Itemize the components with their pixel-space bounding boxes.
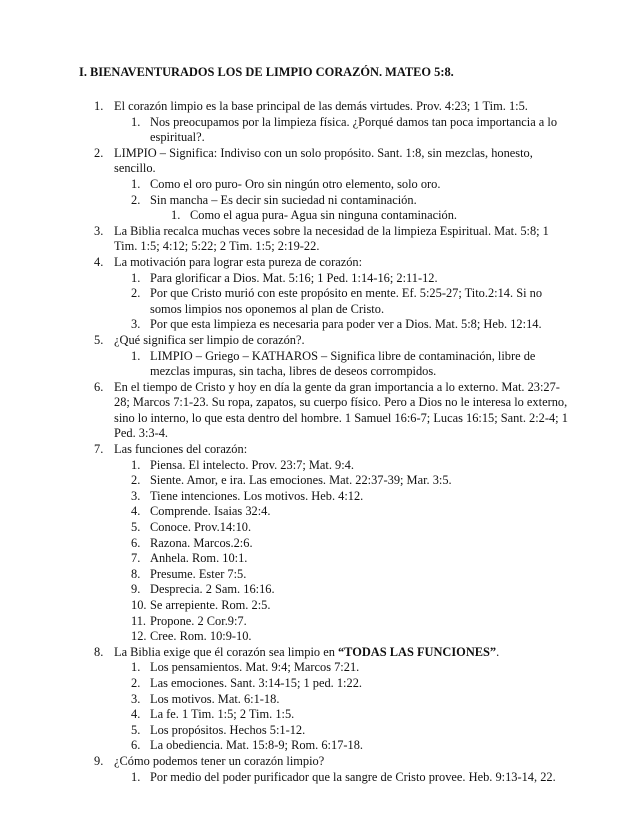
- sub-item: [0, 349, 638, 380]
- sub-item-number: 5.: [131, 722, 141, 737]
- item-text: En el tiempo de Cristo y hoy en día la gente da gran importancia a lo externo. Mat. 23:27-28; Marcos 7:1-23. Su ropa, zapatos, su cuerpo físico. Pero a Dios no le interesa lo externo, sino lo interno, lo que esta dentro del hombre. 1 Samuel 16:6-7; Lucas 16:15; Sant. 2:2-4; 1 Ped. 3:3-4.: [114, 379, 568, 441]
- sub-sub-item-text: Como el agua pura- Agua sin ninguna contaminación.: [190, 208, 458, 223]
- list-item: [0, 645, 638, 661]
- sub-item-number: 2.: [131, 192, 141, 207]
- sub-item-text: Por medio del poder purificador que la sangre de Cristo provee. Heb. 9:13-14, 22.: [150, 769, 556, 784]
- item-number: 8.: [94, 644, 104, 659]
- sub-item-text: Los motivos. Mat. 6:1-18.: [150, 691, 280, 706]
- sub-item-number: 2.: [131, 473, 141, 488]
- sub-sub-item: [0, 208, 638, 224]
- sub-item-number: 4.: [131, 504, 141, 519]
- sub-item-number: 12.: [131, 629, 147, 644]
- sub-item-number: 5.: [131, 520, 141, 535]
- sub-item-number: 1.: [131, 176, 141, 191]
- sub-item-number: 4.: [131, 707, 141, 722]
- list-item: [0, 442, 638, 458]
- sub-item-text: Por que Cristo murió con este propósito en mente. Ef. 5:25-27; Tito.2:14. Si no somos limpios nos oponemos al plan de Cristo.: [150, 286, 543, 316]
- sub-item-number: 3.: [131, 691, 141, 706]
- sub-item-number: 10.: [131, 598, 147, 612]
- list-item: [0, 255, 638, 271]
- sub-item-text: Sin mancha – Es decir sin suciedad ni contaminación.: [150, 192, 417, 207]
- item-number: 6.: [94, 379, 104, 394]
- sub-item-text: Anhela. Rom. 10:1.: [150, 551, 248, 566]
- sub-item-number: 2.: [131, 286, 141, 301]
- sub-item: [0, 520, 638, 536]
- item-text-end: .: [496, 644, 500, 659]
- sub-item-number: 9.: [131, 582, 141, 597]
- sub-item: [0, 692, 638, 708]
- sub-item-number: 1.: [131, 114, 141, 129]
- sub-item: [0, 286, 638, 317]
- sub-item-number: 1.: [131, 660, 141, 675]
- sub-item-text: Cree. Rom. 10:9-10.: [150, 629, 252, 644]
- sub-item: [0, 660, 638, 676]
- sub-item-number: 1.: [131, 457, 141, 472]
- sub-item: [0, 536, 638, 552]
- item-text: La Biblia recalca muchas veces sobre la necesidad de la limpieza Espiritual. Mat. 5:8; 1 Tim. 1:5; 4:12; 5:22; 2 Tim. 1:5; 2:19-22.: [114, 223, 549, 254]
- sub-item: [0, 317, 638, 333]
- document-title: I. BIENAVENTURADOS LOS DE LIMPIO CORAZÓN. MATEO 5:8.: [79, 65, 454, 79]
- item-number: 1.: [94, 99, 104, 113]
- outline-list: [0, 99, 638, 785]
- sub-item: [0, 723, 638, 739]
- sub-item-text: Desprecia. 2 Sam. 16:16.: [150, 582, 275, 597]
- sub-item: [0, 567, 638, 583]
- sub-item-text: Razona. Marcos.2:6.: [150, 535, 253, 550]
- sub-item-number: 2.: [131, 675, 141, 690]
- sub-item-text: Piensa. El intelecto. Prov. 23:7; Mat. 9:4.: [150, 457, 354, 472]
- sub-item-text: Los propósitos. Hechos 5:1-12.: [150, 722, 306, 737]
- sub-item: [0, 271, 638, 287]
- sub-item-number: 11.: [131, 613, 147, 628]
- list-item: [0, 224, 638, 255]
- sub-item-text: Nos preocupamos por la limpieza física. ¿Porqué damos tan poca importancia a lo espiritual?.: [150, 114, 558, 145]
- sub-item-number: 3.: [131, 488, 141, 503]
- item-number: 5.: [94, 332, 104, 347]
- sub-item: [0, 707, 638, 723]
- item-text: Las funciones del corazón:: [114, 442, 248, 457]
- item-number: 7.: [94, 442, 104, 457]
- sub-item-number: 7.: [131, 551, 141, 566]
- item-emphasis: “TODAS LAS FUNCIONES”: [337, 644, 497, 659]
- sub-item-text: Comprende. Isaias 32:4.: [150, 504, 271, 519]
- sub-item-text: La fe. 1 Tim. 1:5; 2 Tim. 1:5.: [150, 707, 295, 722]
- sub-item-number: 1.: [131, 769, 141, 784]
- sub-item: [0, 177, 638, 193]
- item-number: 4.: [94, 254, 104, 269]
- sub-item: [0, 193, 638, 209]
- sub-item: [0, 458, 638, 474]
- sub-item: [0, 489, 638, 505]
- sub-item-text: Conoce. Prov.14:10.: [150, 520, 252, 535]
- sub-item: [0, 504, 638, 520]
- item-number: 3.: [94, 223, 104, 238]
- sub-item: [0, 738, 638, 754]
- sub-item: [0, 582, 638, 598]
- list-item: [0, 99, 638, 115]
- sub-item-number: 3.: [131, 317, 141, 332]
- sub-item-text: Tiene intenciones. Los motivos. Heb. 4:12.: [150, 488, 364, 503]
- sub-item: [0, 629, 638, 645]
- item-number: 9.: [94, 753, 104, 768]
- sub-item-text: Se arrepiente. Rom. 2:5.: [150, 598, 271, 612]
- sub-item-number: 6.: [131, 738, 141, 753]
- item-text: ¿Qué significa ser limpio de corazón?.: [114, 332, 305, 347]
- sub-item-text: La obediencia. Mat. 15:8-9; Rom. 6:17-18.: [150, 738, 364, 753]
- sub-item-number: 6.: [131, 535, 141, 550]
- sub-item-number: 1.: [131, 348, 141, 363]
- list-item: [0, 380, 638, 442]
- sub-item: [0, 770, 638, 786]
- sub-item: [0, 598, 638, 614]
- list-item: [0, 333, 638, 349]
- sub-item-text: Propone. 2 Cor.9:7.: [150, 613, 247, 628]
- item-text: LIMPIO – Significa: Indiviso con un solo propósito. Sant. 1:8, sin mezclas, honesto, sencillo.: [114, 145, 533, 176]
- sub-item-text: LIMPIO – Griego – KATHAROS – Significa libre de contaminación, libre de mezclas impuras, sin tacha, libres de deseos corrompidos.: [150, 348, 536, 379]
- sub-item-text: Las emociones. Sant. 3:14-15; 1 ped. 1:22.: [150, 675, 362, 690]
- sub-item-text: Los pensamientos. Mat. 9:4; Marcos 7:21.: [150, 660, 360, 675]
- sub-item-text: Presume. Ester 7:5.: [150, 566, 247, 581]
- sub-item: [0, 115, 638, 146]
- sub-item-number: 1.: [131, 270, 141, 285]
- sub-item: [0, 676, 638, 692]
- item-text: La Biblia exige que él corazón sea limpio en: [114, 644, 338, 659]
- sub-item-text: Siente. Amor, e ira. Las emociones. Mat. 22:37-39; Mar. 3:5.: [150, 473, 452, 488]
- sub-item-text: Como el oro puro- Oro sin ningún otro elemento, solo oro.: [150, 176, 441, 191]
- sub-item: [0, 614, 638, 630]
- list-item: [0, 754, 638, 770]
- item-text: La motivación para lograr esta pureza de corazón:: [114, 254, 363, 269]
- item-number: 2.: [94, 145, 104, 160]
- item-text: El corazón limpio es la base principal de las demás virtudes. Prov. 4:23; 1 Tim. 1:5.: [114, 99, 528, 113]
- sub-item-text: Por que esta limpieza es necesaria para poder ver a Dios. Mat. 5:8; Heb. 12:14.: [150, 317, 542, 332]
- sub-item: [0, 551, 638, 567]
- sub-sub-item-number: 1.: [171, 208, 181, 223]
- sub-item: [0, 473, 638, 489]
- item-text: ¿Cómo podemos tener un corazón limpio?: [114, 753, 325, 768]
- sub-item-number: 8.: [131, 566, 141, 581]
- list-item: [0, 146, 638, 177]
- sub-item-text: Para glorificar a Dios. Mat. 5:16; 1 Ped. 1:14-16; 2:11-12.: [150, 270, 438, 285]
